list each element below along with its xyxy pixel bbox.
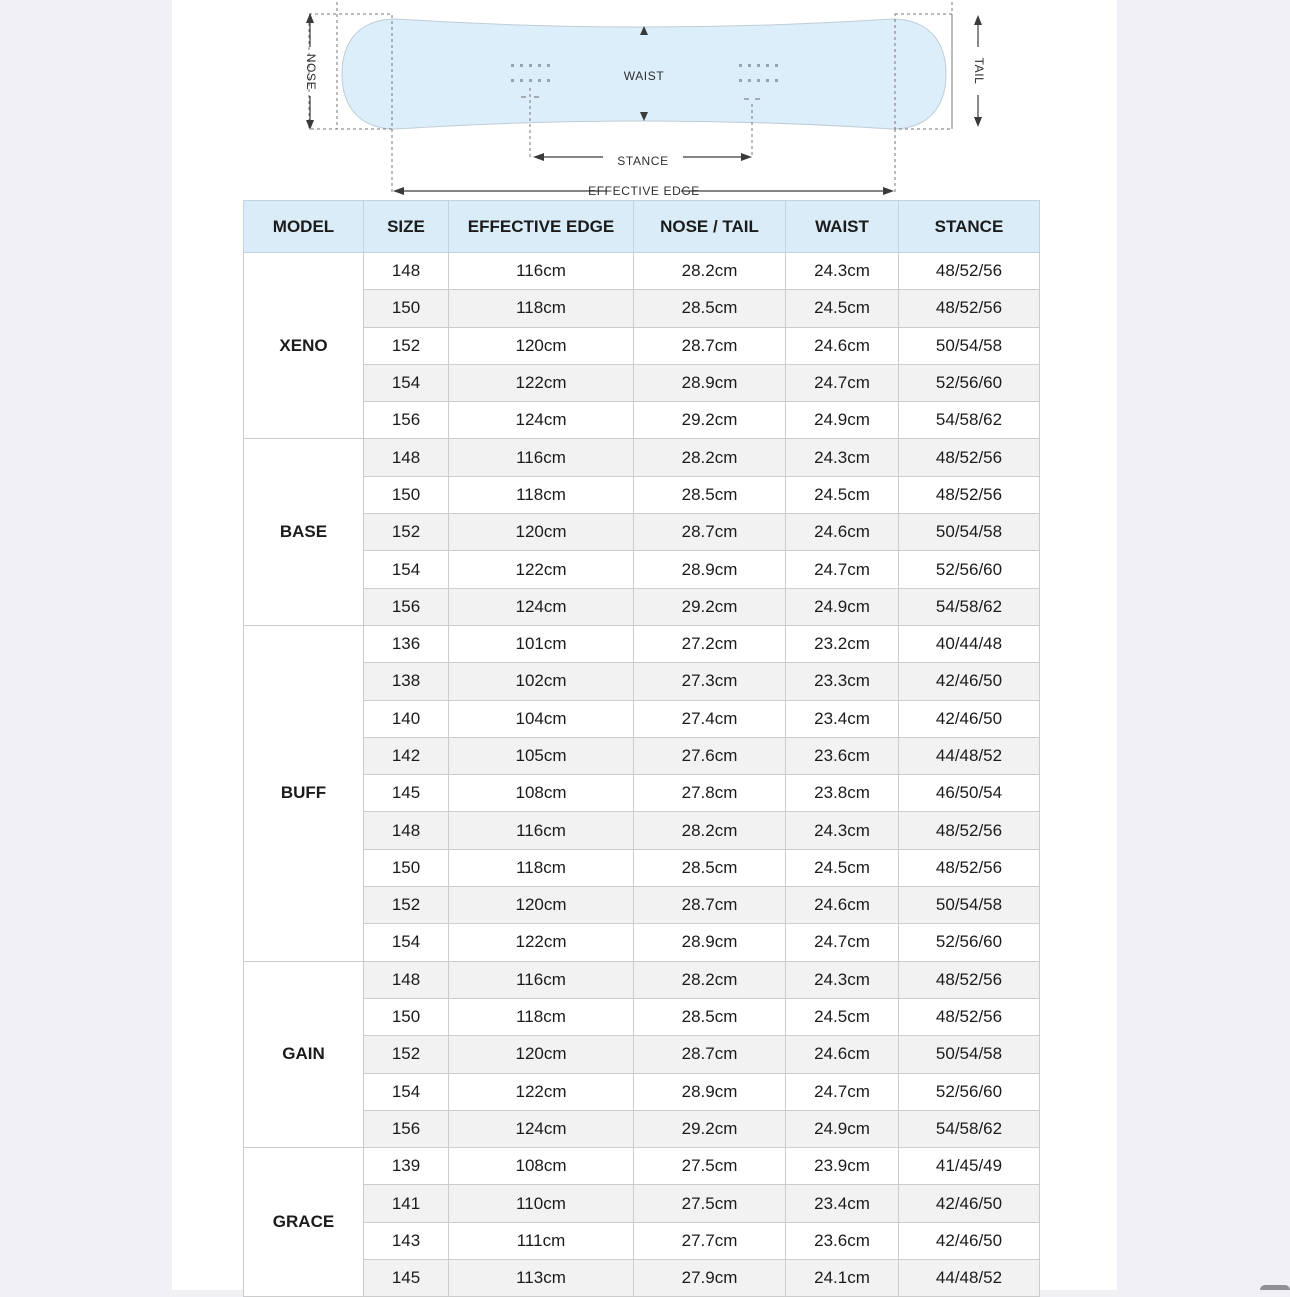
- data-cell: 143: [364, 1222, 449, 1259]
- data-cell: 23.2cm: [786, 625, 899, 662]
- data-cell: 27.6cm: [634, 737, 786, 774]
- data-cell: 27.2cm: [634, 625, 786, 662]
- data-cell: 152: [364, 514, 449, 551]
- data-cell: 23.6cm: [786, 737, 899, 774]
- data-cell: 28.7cm: [634, 887, 786, 924]
- data-cell: 116cm: [449, 812, 634, 849]
- data-cell: 28.2cm: [634, 812, 786, 849]
- data-cell: 50/54/58: [899, 327, 1040, 364]
- data-cell: 24.6cm: [786, 1036, 899, 1073]
- table-row: [244, 402, 1040, 439]
- table-row: [244, 1073, 1040, 1110]
- data-cell: 148: [364, 961, 449, 998]
- data-cell: 113cm: [449, 1260, 634, 1297]
- data-cell: 23.8cm: [786, 775, 899, 812]
- data-cell: 28.9cm: [634, 1073, 786, 1110]
- data-cell: 105cm: [449, 737, 634, 774]
- table-row: [244, 514, 1040, 551]
- data-cell: 52/56/60: [899, 924, 1040, 961]
- data-cell: 24.6cm: [786, 514, 899, 551]
- data-cell: 42/46/50: [899, 700, 1040, 737]
- table-row: [244, 700, 1040, 737]
- model-cell: XENO: [244, 253, 364, 439]
- tail-arrow-down: [974, 117, 982, 127]
- column-header-model: MODEL: [244, 201, 364, 253]
- data-cell: 116cm: [449, 253, 634, 290]
- data-cell: 28.9cm: [634, 924, 786, 961]
- table-row: [244, 1185, 1040, 1222]
- data-cell: 24.3cm: [786, 961, 899, 998]
- data-cell: 148: [364, 439, 449, 476]
- data-cell: 54/58/62: [899, 1110, 1040, 1147]
- nose-label: NOSE: [303, 53, 318, 91]
- data-cell: 148: [364, 253, 449, 290]
- data-cell: 122cm: [449, 1073, 634, 1110]
- data-cell: 120cm: [449, 514, 634, 551]
- table-row: [244, 961, 1040, 998]
- data-cell: 28.7cm: [634, 1036, 786, 1073]
- table-row: [244, 1036, 1040, 1073]
- data-cell: 118cm: [449, 998, 634, 1035]
- data-cell: 40/44/48: [899, 625, 1040, 662]
- stance-arrow-right: [741, 153, 752, 161]
- data-cell: 23.4cm: [786, 700, 899, 737]
- table-row: [244, 290, 1040, 327]
- data-cell: 54/58/62: [899, 588, 1040, 625]
- data-cell: 145: [364, 1260, 449, 1297]
- data-cell: 124cm: [449, 402, 634, 439]
- size-chart-body: [244, 253, 1040, 1297]
- data-cell: 154: [364, 1073, 449, 1110]
- model-cell: GAIN: [244, 961, 364, 1147]
- table-row: [244, 887, 1040, 924]
- data-cell: 152: [364, 1036, 449, 1073]
- data-cell: 24.7cm: [786, 924, 899, 961]
- data-cell: 122cm: [449, 924, 634, 961]
- data-cell: 28.7cm: [634, 514, 786, 551]
- data-cell: 111cm: [449, 1222, 634, 1259]
- data-cell: 141: [364, 1185, 449, 1222]
- data-cell: 122cm: [449, 551, 634, 588]
- data-cell: 24.7cm: [786, 1073, 899, 1110]
- data-cell: 102cm: [449, 663, 634, 700]
- data-cell: 136: [364, 625, 449, 662]
- table-row: [244, 737, 1040, 774]
- data-cell: 23.3cm: [786, 663, 899, 700]
- data-cell: 24.6cm: [786, 327, 899, 364]
- data-cell: 142: [364, 737, 449, 774]
- data-cell: 152: [364, 327, 449, 364]
- data-cell: 27.5cm: [634, 1185, 786, 1222]
- data-cell: 48/52/56: [899, 439, 1040, 476]
- data-cell: 52/56/60: [899, 551, 1040, 588]
- data-cell: 23.4cm: [786, 1185, 899, 1222]
- stance-label: STANCE: [617, 154, 669, 168]
- data-cell: 23.9cm: [786, 1148, 899, 1185]
- effective-edge-arrow-right: [883, 187, 894, 195]
- data-cell: 101cm: [449, 625, 634, 662]
- data-cell: 24.3cm: [786, 253, 899, 290]
- waist-label: WAIST: [623, 69, 665, 83]
- data-cell: 29.2cm: [634, 402, 786, 439]
- data-cell: 118cm: [449, 290, 634, 327]
- data-cell: 28.2cm: [634, 439, 786, 476]
- data-cell: 124cm: [449, 588, 634, 625]
- table-row: [244, 364, 1040, 401]
- table-row: [244, 1148, 1040, 1185]
- data-cell: 122cm: [449, 364, 634, 401]
- data-cell: 28.5cm: [634, 998, 786, 1035]
- header-row: [244, 201, 1040, 253]
- data-cell: 140: [364, 700, 449, 737]
- data-cell: 124cm: [449, 1110, 634, 1147]
- data-cell: 28.9cm: [634, 551, 786, 588]
- data-cell: 24.5cm: [786, 849, 899, 886]
- data-cell: 118cm: [449, 849, 634, 886]
- data-cell: 154: [364, 364, 449, 401]
- data-cell: 28.5cm: [634, 476, 786, 513]
- data-cell: 150: [364, 476, 449, 513]
- table-row: [244, 924, 1040, 961]
- data-cell: 48/52/56: [899, 961, 1040, 998]
- data-cell: 24.9cm: [786, 402, 899, 439]
- model-cell: BUFF: [244, 625, 364, 961]
- data-cell: 108cm: [449, 775, 634, 812]
- data-cell: 24.3cm: [786, 812, 899, 849]
- data-cell: 156: [364, 1110, 449, 1147]
- model-cell: GRACE: [244, 1148, 364, 1297]
- effective-edge-arrow-left: [393, 187, 404, 195]
- table-row: [244, 439, 1040, 476]
- snowboard-diagram: [0, 0, 1290, 200]
- tail-arrow-up: [974, 15, 982, 25]
- data-cell: 145: [364, 775, 449, 812]
- data-cell: 148: [364, 812, 449, 849]
- data-cell: 29.2cm: [634, 588, 786, 625]
- data-cell: 150: [364, 290, 449, 327]
- data-cell: 24.9cm: [786, 1110, 899, 1147]
- data-cell: 156: [364, 402, 449, 439]
- data-cell: 150: [364, 849, 449, 886]
- data-cell: 54/58/62: [899, 402, 1040, 439]
- data-cell: 154: [364, 924, 449, 961]
- data-cell: 48/52/56: [899, 476, 1040, 513]
- data-cell: 44/48/52: [899, 1260, 1040, 1297]
- stance-arrow-left: [533, 153, 544, 161]
- data-cell: 27.5cm: [634, 1148, 786, 1185]
- data-cell: 24.5cm: [786, 476, 899, 513]
- data-cell: 52/56/60: [899, 364, 1040, 401]
- data-cell: 154: [364, 551, 449, 588]
- data-cell: 48/52/56: [899, 812, 1040, 849]
- data-cell: 50/54/58: [899, 1036, 1040, 1073]
- data-cell: 48/52/56: [899, 253, 1040, 290]
- data-cell: 44/48/52: [899, 737, 1040, 774]
- data-cell: 150: [364, 998, 449, 1035]
- data-cell: 28.5cm: [634, 290, 786, 327]
- data-cell: 42/46/50: [899, 1222, 1040, 1259]
- table-row: [244, 625, 1040, 662]
- data-cell: 24.5cm: [786, 290, 899, 327]
- data-cell: 50/54/58: [899, 514, 1040, 551]
- data-cell: 48/52/56: [899, 998, 1040, 1035]
- table-row: [244, 812, 1040, 849]
- data-cell: 29.2cm: [634, 1110, 786, 1147]
- data-cell: 24.3cm: [786, 439, 899, 476]
- data-cell: 23.6cm: [786, 1222, 899, 1259]
- column-header-nose-tail: NOSE / TAIL: [634, 201, 786, 253]
- data-cell: 46/50/54: [899, 775, 1040, 812]
- data-cell: 156: [364, 588, 449, 625]
- table-row: [244, 253, 1040, 290]
- corner-widget-peek: [1260, 1285, 1290, 1290]
- table-row: [244, 1110, 1040, 1147]
- table-row: [244, 998, 1040, 1035]
- table-row: [244, 663, 1040, 700]
- data-cell: 104cm: [449, 700, 634, 737]
- data-cell: 24.5cm: [786, 998, 899, 1035]
- table-row: [244, 476, 1040, 513]
- data-cell: 48/52/56: [899, 849, 1040, 886]
- data-cell: 48/52/56: [899, 290, 1040, 327]
- data-cell: 24.7cm: [786, 551, 899, 588]
- column-header-waist: WAIST: [786, 201, 899, 253]
- data-cell: 27.3cm: [634, 663, 786, 700]
- data-cell: 28.2cm: [634, 253, 786, 290]
- data-cell: 118cm: [449, 476, 634, 513]
- data-cell: 24.1cm: [786, 1260, 899, 1297]
- table-row: [244, 327, 1040, 364]
- column-header-stance: STANCE: [899, 201, 1040, 253]
- data-cell: 120cm: [449, 327, 634, 364]
- data-cell: 139: [364, 1148, 449, 1185]
- data-cell: 42/46/50: [899, 1185, 1040, 1222]
- data-cell: 110cm: [449, 1185, 634, 1222]
- size-chart-table: [243, 200, 1040, 1297]
- data-cell: 42/46/50: [899, 663, 1040, 700]
- data-cell: 50/54/58: [899, 887, 1040, 924]
- model-cell: BASE: [244, 439, 364, 625]
- data-cell: 27.7cm: [634, 1222, 786, 1259]
- data-cell: 120cm: [449, 1036, 634, 1073]
- effective-edge-label: EFFECTIVE EDGE: [588, 184, 700, 198]
- tail-label: TAIL: [971, 57, 986, 85]
- table-row: [244, 1222, 1040, 1259]
- data-cell: 24.9cm: [786, 588, 899, 625]
- table-row: [244, 551, 1040, 588]
- data-cell: 120cm: [449, 887, 634, 924]
- data-cell: 138: [364, 663, 449, 700]
- data-cell: 27.9cm: [634, 1260, 786, 1297]
- data-cell: 28.7cm: [634, 327, 786, 364]
- data-cell: 116cm: [449, 439, 634, 476]
- data-cell: 28.5cm: [634, 849, 786, 886]
- data-cell: 52/56/60: [899, 1073, 1040, 1110]
- table-row: [244, 1260, 1040, 1297]
- data-cell: 27.4cm: [634, 700, 786, 737]
- data-cell: 24.6cm: [786, 887, 899, 924]
- table-row: [244, 849, 1040, 886]
- data-cell: 27.8cm: [634, 775, 786, 812]
- data-cell: 28.2cm: [634, 961, 786, 998]
- data-cell: 116cm: [449, 961, 634, 998]
- table-row: [244, 588, 1040, 625]
- data-cell: 41/45/49: [899, 1148, 1040, 1185]
- data-cell: 28.9cm: [634, 364, 786, 401]
- column-header-effective-edge: EFFECTIVE EDGE: [449, 201, 634, 253]
- nose-arrow-up: [306, 13, 314, 23]
- data-cell: 152: [364, 887, 449, 924]
- data-cell: 24.7cm: [786, 364, 899, 401]
- column-header-size: SIZE: [364, 201, 449, 253]
- data-cell: 108cm: [449, 1148, 634, 1185]
- table-row: [244, 775, 1040, 812]
